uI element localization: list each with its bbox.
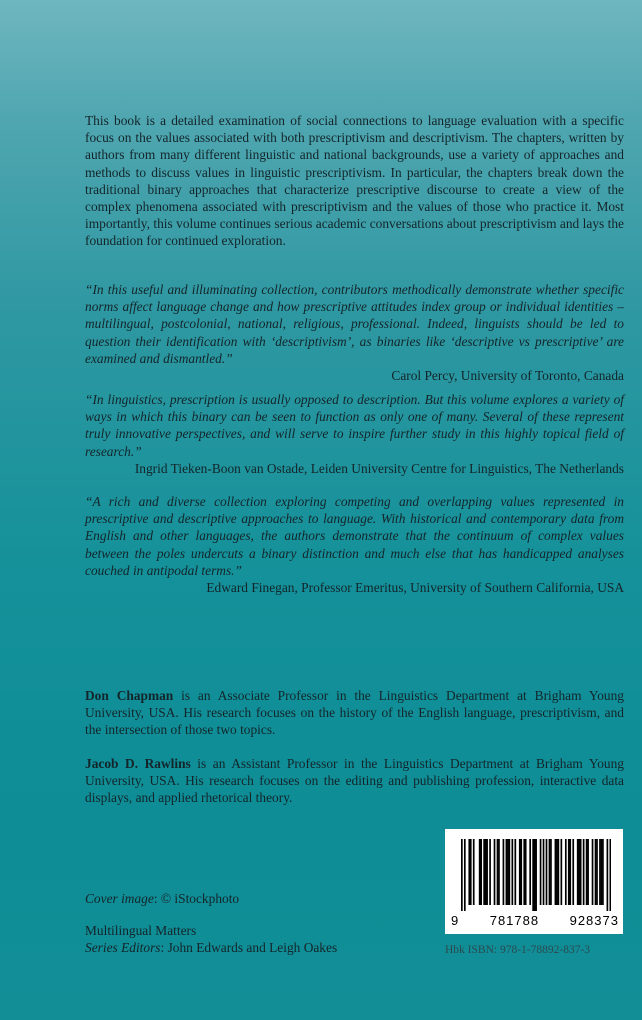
- endorsement-attribution: Carol Percy, University of Toronto, Canada: [391, 368, 624, 384]
- author-bio: [85, 755, 624, 807]
- barcode-bar: [578, 839, 580, 905]
- barcode-bar: [580, 839, 582, 905]
- barcode-bar: [498, 839, 500, 905]
- barcode-bar: [532, 839, 534, 911]
- barcode-bar: [561, 839, 563, 905]
- barcode-bar: [558, 839, 560, 905]
- barcode-bar: [497, 839, 499, 905]
- barcode-bar: [599, 839, 601, 905]
- barcode-bar: [525, 839, 527, 905]
- barcode-bar: [607, 839, 609, 911]
- barcode-bar: [480, 839, 482, 905]
- barcode-bar: [569, 839, 571, 905]
- barcode-digits: [451, 913, 619, 928]
- barcode-bar: [610, 839, 611, 911]
- back-cover-blurb: This book is a detailed examination of social connections to language evaluation with a specific focus on the values associated with both prescriptivism and descriptivism. The chapters, written by authors from many different linguistic and national backgrounds, use a variety of approaches and methods to discuss values in linguistic prescriptivism. In particular, the chapters break down the traditional binary approaches that characterize prescriptive discourse to create a view of the complex phenomena associated with prescriptivism and the values of those who practice it. Most importantly, this volume continues serious academic conversations about prescriptivism and lays the foundation for continued exploration.: [85, 113, 624, 249]
- cover-credit: [85, 890, 239, 907]
- endorsement-text: “In linguistics, prescription is usually opposed to description. But this volume explores a variety of ways in which this binary can be seen to function as only one of many. Several of these represent truly innovative perspectives, and will serve to inspire further study in this highly topical field of research.”: [85, 392, 624, 459]
- barcode-bar: [565, 839, 567, 905]
- barcode-bar: [468, 839, 470, 905]
- publisher-name: Multilingual Matters: [85, 923, 197, 938]
- barcode-bar: [540, 839, 542, 905]
- barcode-bar: [555, 839, 557, 905]
- barcode-bar: [519, 839, 521, 905]
- endorsement-quote: [85, 493, 624, 596]
- barcode-digit-group-1: 781788: [489, 913, 540, 928]
- barcode-bar: [546, 839, 548, 905]
- barcode-bar: [507, 839, 509, 905]
- barcode-bar: [595, 839, 597, 905]
- series-editors-label: Series Editors: [85, 940, 161, 956]
- barcode-bar: [568, 839, 570, 905]
- barcode-bar: [596, 839, 598, 905]
- barcode-bar: [461, 839, 463, 911]
- barcode-bar: [586, 839, 588, 905]
- barcode-bar: [523, 839, 525, 905]
- endorsement-text: “In this useful and illuminating collection, contributors methodically demonstrate whether specific norms affect language change and how prescriptive attitudes index group or individual identities – multilingual, postcolonial, national, religious, professional. Indeed, linguists should be led to question their identification with ‘descriptivism’, as binaries like ‘descriptive vs prescriptive’ are examined and dismantled.”: [85, 282, 624, 366]
- barcode-bar: [592, 839, 594, 905]
- barcode-digit-first: 9: [451, 913, 460, 928]
- series-info: [85, 922, 337, 956]
- barcode-bar: [577, 839, 579, 905]
- barcode-bar: [512, 839, 514, 905]
- barcode-bar: [470, 839, 472, 905]
- cover-credit-value: : © iStockphoto: [153, 891, 240, 906]
- series-editors: : John Edwards and Leigh Oakes: [160, 940, 338, 956]
- barcode-bar: [483, 839, 485, 905]
- barcode-bar: [485, 839, 487, 905]
- barcode-bar: [464, 839, 466, 911]
- barcode-bar: [520, 839, 522, 905]
- endorsement-text: “A rich and diverse collection exploring competing and overlapping values represented in prescriptive and descriptive approaches to language. With historical and contemporary data from English and other languages, the authors demonstrate that the continuum of complex values between the poles undercuts a binary distinction and much else that has handicapped analyses couched in antipodal terms.”: [85, 494, 624, 578]
- barcode-bar: [503, 839, 505, 905]
- barcode-digit-group-2: 928373: [569, 913, 619, 928]
- barcode: [445, 829, 623, 934]
- barcode-bar: [602, 839, 604, 905]
- barcode-bar: [572, 839, 574, 905]
- barcode-bar: [534, 839, 536, 911]
- barcode-bar: [556, 839, 558, 905]
- barcode-bar: [601, 839, 603, 905]
- barcode-bar: [587, 839, 589, 905]
- barcode-bar: [486, 839, 488, 905]
- barcode-bar: [506, 839, 508, 905]
- barcode-bar: [473, 839, 475, 905]
- barcode-bar: [514, 839, 516, 905]
- isbn-label: Hbk ISBN: 978-1-78892-837-3: [445, 944, 591, 956]
- barcode-bar: [535, 839, 537, 911]
- barcode-bar: [489, 839, 491, 905]
- endorsement-quote: [85, 281, 624, 384]
- author-name: Jacob D. Rawlins: [85, 756, 191, 771]
- endorsement-quote: [85, 391, 624, 477]
- barcode-bar: [479, 839, 481, 905]
- barcode-bar: [583, 839, 585, 905]
- barcode-bar: [543, 839, 545, 905]
- author-bio: [85, 687, 624, 739]
- author-bio-text: is an Assistant Professor in the Linguistics Department at Brigham Young University, USA. His research focuses on the editing and publishing profession, interactive data displays, and applied rhetorical theory.: [85, 756, 624, 806]
- barcode-bars: [461, 839, 611, 911]
- barcode-bar: [550, 839, 552, 905]
- barcode-bar: [549, 839, 551, 905]
- barcode-bar: [529, 839, 531, 905]
- cover-credit-label: Cover image: [85, 891, 154, 906]
- endorsement-attribution: Edward Finegan, Professor Emeritus, University of Southern California, USA: [206, 580, 624, 596]
- author-name: Don Chapman: [85, 688, 174, 703]
- endorsement-attribution: Ingrid Tieken-Boon van Ostade, Leiden University Centre for Linguistics, The Netherlands: [134, 460, 624, 476]
- author-bio-text: is an Associate Professor in the Linguistics Department at Brigham Young University, USA. His research focuses on the history of the English language, prescriptivism, and the intersection of those two topics.: [85, 688, 624, 738]
- barcode-bar: [494, 839, 496, 905]
- barcode-bar: [509, 839, 511, 905]
